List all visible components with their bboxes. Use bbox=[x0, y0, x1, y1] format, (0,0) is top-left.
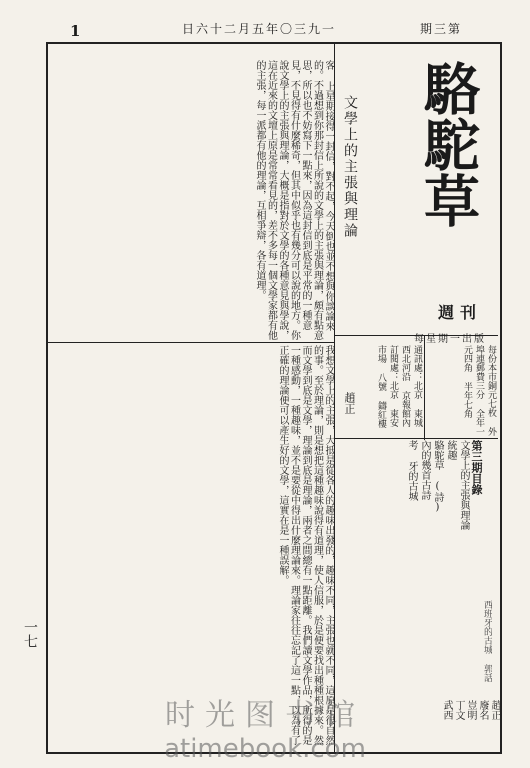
toc-item[interactable]: 駱駝草 (詩) bbox=[432, 440, 443, 513]
watermark-text: 时光图书馆 bbox=[165, 698, 365, 733]
article-author: 趙正 bbox=[343, 392, 356, 414]
page-number-top: 1 bbox=[70, 22, 81, 40]
toc-title: 第三期目錄 bbox=[470, 440, 483, 495]
toc-item[interactable]: 考 牙的古城 bbox=[406, 440, 417, 501]
toc-author: 丁文 bbox=[453, 700, 464, 720]
article-body-upper: 客 上星期接得一封信，對不起，今天倒也並不想與你談論來的。不過想到你那封信上所說的文學上的主張與理論，頗有點意思，所以也不妨寫下一點來，因為這封信到底是平常的一種意見，不見得有什麼稀奇，但其中似乎也有幾分可以說的地方。你說文學上的主張與理論，大概是指對於文學的各種意見與學說，這在近來的文壇上原是常常看見的，差不多每一個文學家都有他的主張，每一派都有他的理論，互相爭辯，各有道理。 bbox=[254, 60, 334, 340]
weekly-label: 週刊 bbox=[438, 303, 483, 322]
address-info: 通訊處：北京 東城西北河沿 京報館內 訂閱處：北京 東安市場 八號 鑄紅樓 bbox=[376, 345, 422, 428]
toc-divider bbox=[334, 438, 498, 439]
toc-item[interactable]: 內的幾首古詩 bbox=[419, 440, 430, 500]
issue-date: 日六十二月五年〇三九一 bbox=[182, 22, 337, 36]
price-info: 每份本市銅元七枚 外埠連郵費三分 全年一元四角 半年七角 bbox=[462, 345, 496, 436]
article-body-lower: 我想文學上的主張，大抵是從各人的趣味出發的，趣味不同，主張也就不同，這原是很自然的事。至於理論，則是想把這種趣味說得有道理，使人信服，於是便要找出種種根據來。然而文學到底是文學，理論到底是理論，兩者之間總有一點距離。我們讀文學作品，所得的是一種感動，一種趣味，並不是要從中得出什麼理論來。理論家往往忘記了這一點，以為有了正確的理論便可以產生好的文學，這實在是一種誤解。 bbox=[277, 345, 334, 745]
masthead-title: 駱駝草 bbox=[415, 60, 481, 228]
issue-number: 期三第 bbox=[420, 22, 463, 36]
watermark-url: atimebook.com bbox=[164, 734, 366, 764]
article-divider bbox=[46, 342, 334, 343]
toc-extra: 西班牙的古城 郭話 bbox=[482, 600, 492, 682]
toc-item[interactable]: 文學上的主張與理論 bbox=[458, 440, 469, 530]
page-number-bottom: 一七 bbox=[22, 620, 38, 648]
toc-item[interactable]: 統趣 bbox=[445, 440, 456, 460]
toc-author: 豈明 bbox=[465, 700, 476, 720]
watermark bbox=[0, 690, 530, 764]
toc-author: 廢名 bbox=[477, 700, 488, 720]
toc-list bbox=[360, 440, 470, 600]
article-title: 文學上的主張與理論 bbox=[342, 95, 358, 239]
toc-author: 武西 bbox=[441, 700, 452, 720]
toc-author: 趙正 bbox=[489, 700, 500, 720]
publication-day: 每星期一出版 bbox=[414, 334, 486, 345]
